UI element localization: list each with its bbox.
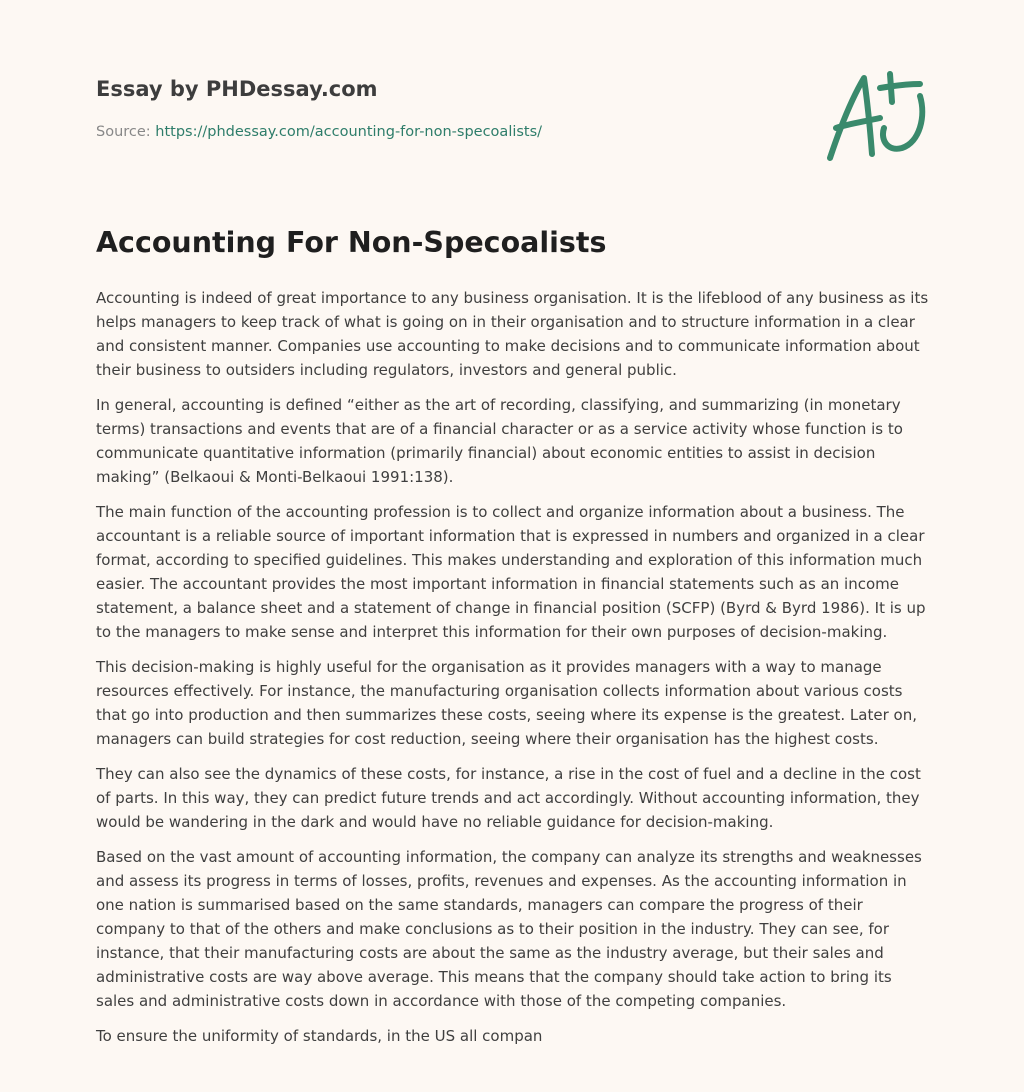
a-plus-logo-icon — [822, 66, 930, 166]
source-label: Source: — [96, 124, 156, 140]
essay-paragraph: This decision-making is highly useful for the organisation as it provides managers with a way to manage resources effectively. For instance, the manufacturing organisation collects information about various costs that go into production and then summarizes these costs, seeing where its expense is the greatest. Later on, managers can build strategies for cost reduction, seeing where their organisation has the highest costs. — [96, 658, 917, 748]
essay-paragraph: To ensure the uniformity of standards, in the US all compan — [96, 1027, 543, 1045]
essay-paragraph: Accounting is indeed of great importance to any business organisation. It is the lifeblood of any business as its helps managers to keep track of what is going on in their organisation and to structure information in a clear and consistent manner. Companies use accounting to make decisions and to communicate information about their business to outsiders including regulators, investors and general public. — [96, 289, 929, 379]
essay-paragraph: Based on the vast amount of accounting information, the company can analyze its strengths and weaknesses and assess its progress in terms of losses, profits, revenues and expenses. As the accounting information in one nation is summarised based on the same standards, managers can compare the progress of their company to that of the others and make conclusions as to their position in the industry. They can see, for instance, that their manufacturing costs are about the same as the industry average, but their sales and administrative costs are way above average. This means that the company should take action to bring its sales and administrative costs down in accordance with those of the competing companies. — [96, 848, 922, 1010]
source-line — [96, 124, 542, 140]
source-link[interactable]: https://phdessay.com/accounting-for-non-specoalists/ — [155, 124, 543, 140]
site-title: Essay by PHDessay.com — [96, 77, 378, 101]
essay-paragraph: The main function of the accounting profession is to collect and organize information about a business. The accountant is a reliable source of important information that is expressed in numbers and organized in a clear format, according to specified guidelines. This makes understanding and exploration of this information much easier. The accountant provides the most important information in financial statements such as an income statement, a balance sheet and a statement of change in financial position (SCFP) (Byrd & Byrd 1986). It is up to the managers to make sense and interpret this information for their own purposes of decision-making. — [96, 503, 926, 641]
essay-title: Accounting For Non-Specoalists — [96, 226, 607, 259]
essay-body — [96, 286, 932, 1059]
essay-paragraph: In general, accounting is defined “either as the art of recording, classifying, and summarizing (in monetary terms) transactions and events that are of a financial character or as a service activity whose function is to communicate quantitative information (primarily financial) about economic entities to assist in decision making” (Belkaoui & Monti-Belkaoui 1991:138). — [96, 396, 903, 486]
essay-paragraph: They can also see the dynamics of these costs, for instance, a rise in the cost of fuel and a decline in the cost of parts. In this way, they can predict future trends and act accordingly. Without accounting information, they would be wandering in the dark and would have no reliable guidance for decision-making. — [96, 765, 921, 831]
